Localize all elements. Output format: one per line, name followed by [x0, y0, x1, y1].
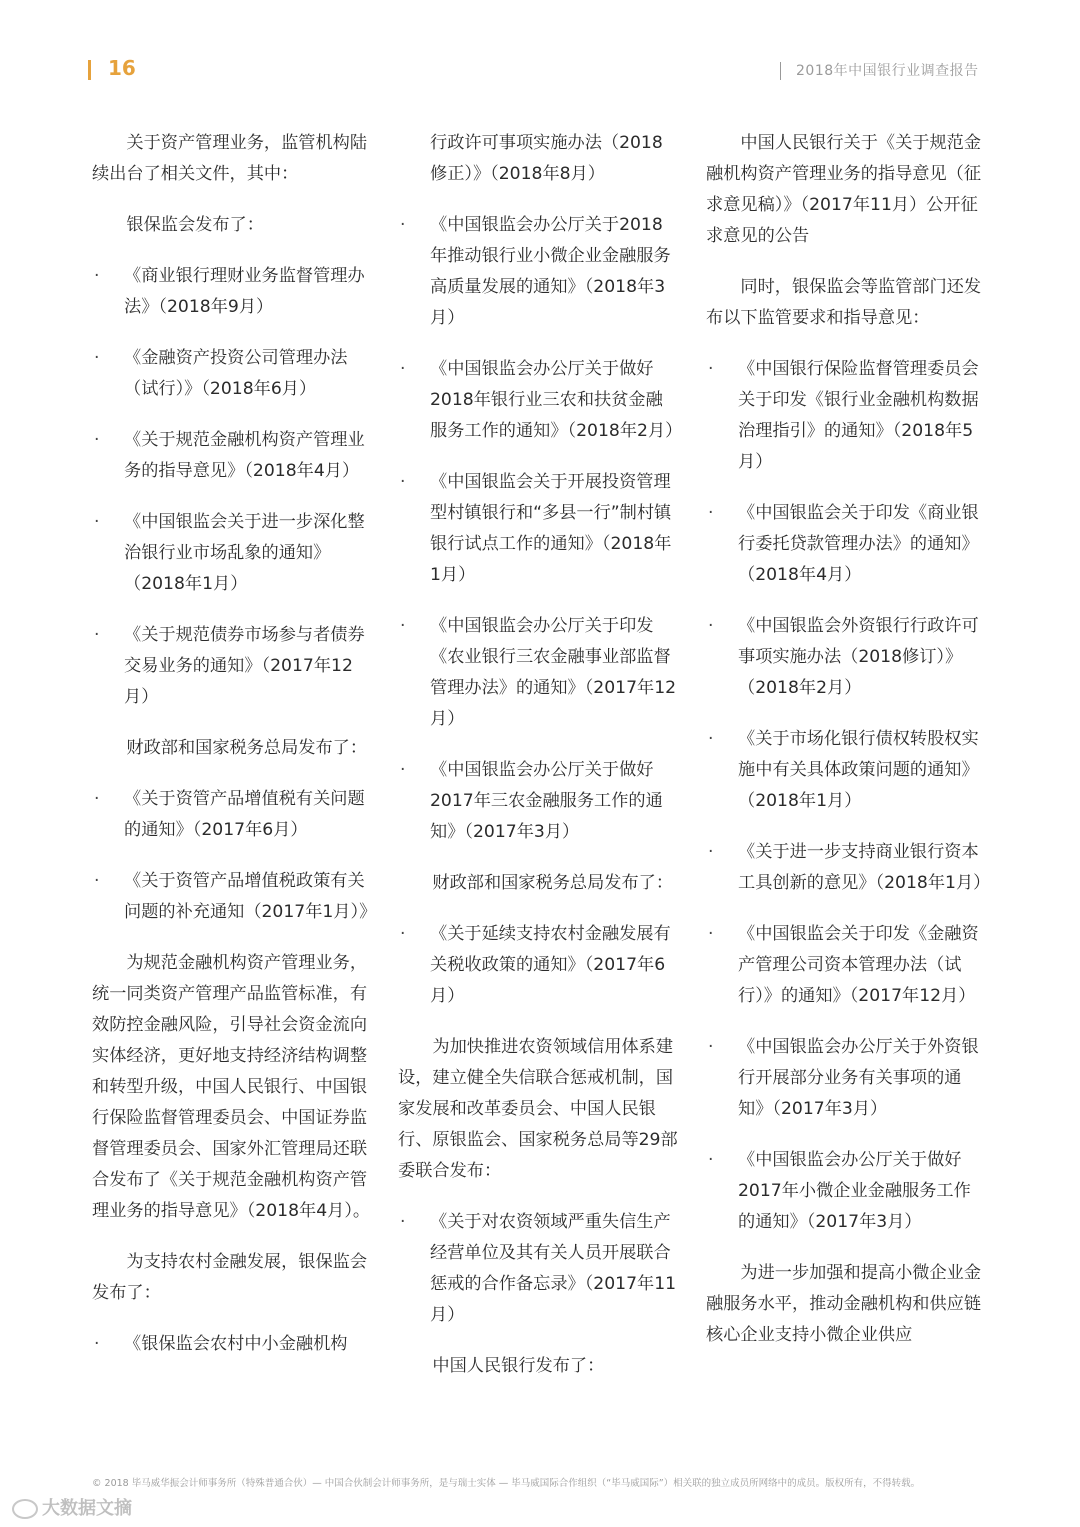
- document-list: [92, 784, 377, 928]
- watermark: [12, 1494, 132, 1520]
- paragraph: 中国人民银行关于《关于规范金融机构资产管理业务的指导意见（征求意见稿）》（2017年11月）公开征求意见的公告: [706, 133, 982, 246]
- list-item: · 《中国银监会关于进一步深化整治银行业市场乱象的通知》（2018年1月）: [92, 507, 372, 600]
- watermark-text: 大数据文摘: [42, 1498, 132, 1519]
- paragraph: 财政部和国家税务总局发布了：: [432, 873, 674, 893]
- paragraph: 银保监会发布了：: [126, 215, 264, 235]
- column-2: [398, 128, 683, 1402]
- weibo-logo-icon: [12, 1499, 38, 1519]
- document-list: [706, 354, 991, 1238]
- paragraph: 关于资产管理业务，监管机构陆续出台了相关文件，其中：: [92, 133, 368, 184]
- paragraph: 中国人民银行发布了：: [432, 1356, 605, 1376]
- paragraph: 行政许可事项实施办法（2018修正）》（2018年8月）: [430, 133, 663, 184]
- list-item: · 《中国银监会办公厅关于做好2018年银行业三农和扶贫金融服务工作的通知》（2018年2月）: [398, 354, 678, 447]
- header-divider: [780, 62, 781, 80]
- document-list: [92, 261, 372, 713]
- copyright-footer: © 2018 毕马威华振会计师事务所（特殊普通合伙）— 中国合伙制会计师事务所，是与瑞士实体 — 毕马威国际合作组织（“毕马威国际”）相关联的独立成员所网络中的成员。版权所有，不得转载。: [92, 1478, 921, 1489]
- list-item: · 《中国银监会办公厅关于做好2017年小微企业金融服务工作的通知》（2017年3月）: [706, 1145, 986, 1238]
- list-item: · 《金融资产投资公司管理办法（试行）》（2018年6月）: [92, 343, 372, 405]
- paragraph: 为进一步加强和提高小微企业金融服务水平，推动金融机构和供应链核心企业支持小微企业供应: [706, 1263, 982, 1345]
- column-3: [706, 128, 991, 1371]
- list-item: · 《中国银监会关于开展投资管理型村镇银行和“多县一行”制村镇银行试点工作的通知》（2018年1月）: [398, 467, 678, 591]
- list-item: · 《关于对农资领域严重失信生产经营单位及其有关人员开展联合惩戒的合作备忘录》（2017年11月）: [398, 1207, 678, 1331]
- list-item: · 《中国银监会办公厅关于外资银行开展部分业务有关事项的通知》（2017年3月）: [706, 1032, 986, 1125]
- page-number: 16: [108, 56, 136, 80]
- list-item: · 《关于资管产品增值税有关问题的通知》（2017年6月）: [92, 784, 372, 846]
- paragraph: 为规范金融机构资产管理业务，统一同类资产管理产品监管标准，有效防控金融风险，引导社会资金流向实体经济，更好地支持经济结构调整和转型升级，中国人民银行、中国银行保险监督管理委员会、中国证券监督管理委员会、国家外汇管理局还联合发布了《关于规范金融机构资产管理业务的指导意见》（2018年4月）。: [92, 953, 371, 1221]
- report-title: 2018年中国银行业调查报告: [796, 63, 979, 79]
- list-item: · 《关于规范金融机构资产管理业务的指导意见》（2018年4月）: [92, 425, 372, 487]
- document-list: [398, 1207, 678, 1331]
- list-item: · 《中国银监会关于印发《金融资产管理公司资本管理办法（试行）》的通知》（2017年12月）: [706, 919, 986, 1012]
- list-item: · 《商业银行理财业务监督管理办法》（2018年9月）: [92, 261, 372, 323]
- list-item: · 《关于进一步支持商业银行资本工具创新的意见》（2018年1月）: [706, 837, 986, 899]
- list-item: · 《中国银监会办公厅关于做好2017年三农金融服务工作的通知》（2017年3月）: [398, 755, 678, 848]
- column-1: [92, 128, 377, 1380]
- list-item: · 《中国银监会外资银行行政许可事项实施办法（2018修订）》（2018年2月）: [706, 611, 986, 704]
- paragraph: 为支持农村金融发展，银保监会发布了：: [92, 1252, 368, 1303]
- list-item: · 《中国银监会办公厅关于2018年推动银行业小微企业金融服务高质量发展的通知》（2018年3月）: [398, 210, 678, 334]
- header-accent-bar: [88, 60, 91, 80]
- paragraph: 为加快推进农资领域信用体系建设，建立健全失信联合惩戒机制，国家发展和改革委员会、中国人民银行、原银监会、国家税务总局等29部委联合发布：: [398, 1037, 678, 1181]
- document-list: [398, 210, 683, 848]
- list-item: · 《关于延续支持农村金融发展有关税收政策的通知》（2017年6月）: [398, 919, 678, 1012]
- list-item: · 《关于规范债券市场参与者债券交易业务的通知》（2017年12月）: [92, 620, 372, 713]
- document-list: [92, 1329, 372, 1360]
- paragraph: 财政部和国家税务总局发布了：: [126, 738, 368, 758]
- document-list: [398, 919, 678, 1012]
- list-item: · 《银保监会农村中小金融机构: [92, 1329, 372, 1360]
- list-item: · 《中国银监会办公厅关于印发《农业银行三农金融事业部监督管理办法》的通知》（2017年12月）: [398, 611, 678, 735]
- paragraph: 同时，银保监会等监管部门还发布以下监管要求和指导意见：: [706, 277, 982, 328]
- list-item: · 《关于资管产品增值税政策有关问题的补充通知（2017年1月）》: [92, 866, 372, 928]
- list-item: · 《中国银行保险监督管理委员会关于印发《银行业金融机构数据治理指引》的通知》（2018年5月）: [706, 354, 986, 478]
- list-item: · 《关于市场化银行债权转股权实施中有关具体政策问题的通知》（2018年1月）: [706, 724, 986, 817]
- list-item: · 《中国银监会关于印发《商业银行委托贷款管理办法》的通知》（2018年4月）: [706, 498, 986, 591]
